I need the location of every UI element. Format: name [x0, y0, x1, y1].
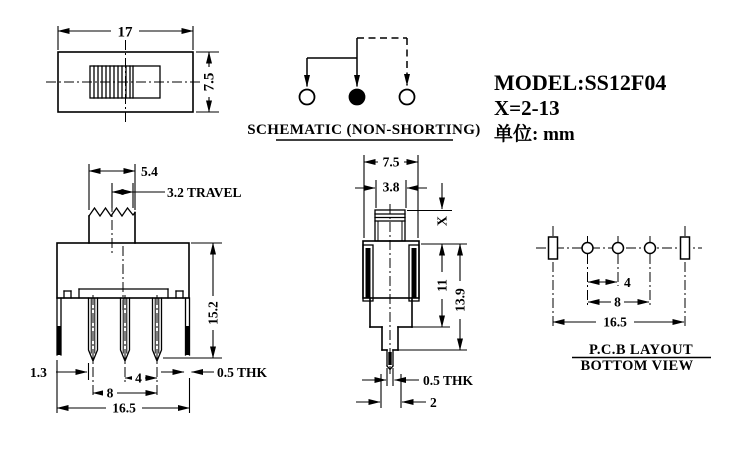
- model-number: MODEL:SS12F04: [494, 70, 667, 95]
- pcb-caption-line2: BOTTOM VIEW: [580, 358, 694, 374]
- schematic-view: [247, 38, 480, 140]
- pcb-hole-3: [645, 243, 656, 254]
- dim-side-total-height: 13.9: [452, 288, 468, 312]
- dim-side-thickness: 0.5 THK: [423, 373, 474, 388]
- terminal-1-circle: [300, 90, 315, 105]
- pcb-slot-right: [681, 237, 690, 259]
- schematic-caption: SCHEMATIC (NON-SHORTING): [247, 122, 481, 138]
- dim-front-thickness: 0.5 THK: [217, 365, 268, 380]
- pcb-layout-view: [536, 226, 711, 374]
- dim-side-pin-width: 2: [430, 395, 437, 410]
- title-block: [494, 70, 666, 145]
- unit-label: 单位: mm: [494, 124, 575, 145]
- pcb-caption-line1: P.C.B LAYOUT: [588, 342, 694, 358]
- dim-front-travel: 3.2 TRAVEL: [167, 185, 242, 200]
- switch-body-side-outline: [363, 241, 419, 298]
- dim-pcb-pitch: 4: [624, 275, 631, 290]
- pcb-hole-1: [582, 243, 593, 254]
- dim-top-length: 17: [117, 24, 133, 41]
- dim-side-body-height: 11: [434, 279, 450, 292]
- right-leg: [186, 298, 190, 355]
- dim-pcb-overall: 16.5: [603, 314, 627, 330]
- dim-side-depth: 7.5: [382, 154, 400, 170]
- front-view: [30, 164, 268, 416]
- dim-top-width: 7.5: [201, 72, 218, 92]
- dim-side-knob-height: X: [435, 215, 451, 227]
- terminal-pins-front: [89, 295, 162, 397]
- pcb-slot-left: [549, 237, 558, 259]
- x-range: X=2-13: [494, 96, 560, 120]
- dim-pcb-span: 8: [614, 294, 621, 310]
- dim-front-height: 15.2: [205, 301, 221, 325]
- left-leg: [57, 298, 61, 355]
- dim-front-knob-width: 5.4: [141, 164, 158, 179]
- terminal-2-circle-filled: [350, 90, 365, 105]
- terminal-3-circle: [400, 90, 415, 105]
- dim-front-overall-width: 16.5: [112, 400, 136, 416]
- side-clips: [363, 245, 419, 301]
- side-view: [355, 155, 474, 411]
- dim-side-knob-width: 3.8: [382, 179, 400, 195]
- top-view: [46, 24, 219, 125]
- pcb-hole-2: [613, 243, 624, 254]
- dim-front-edge-to-pin: 1.3: [30, 365, 47, 380]
- dim-front-pin-span: 8: [106, 385, 114, 401]
- dim-front-pin-pitch: 4: [135, 370, 142, 386]
